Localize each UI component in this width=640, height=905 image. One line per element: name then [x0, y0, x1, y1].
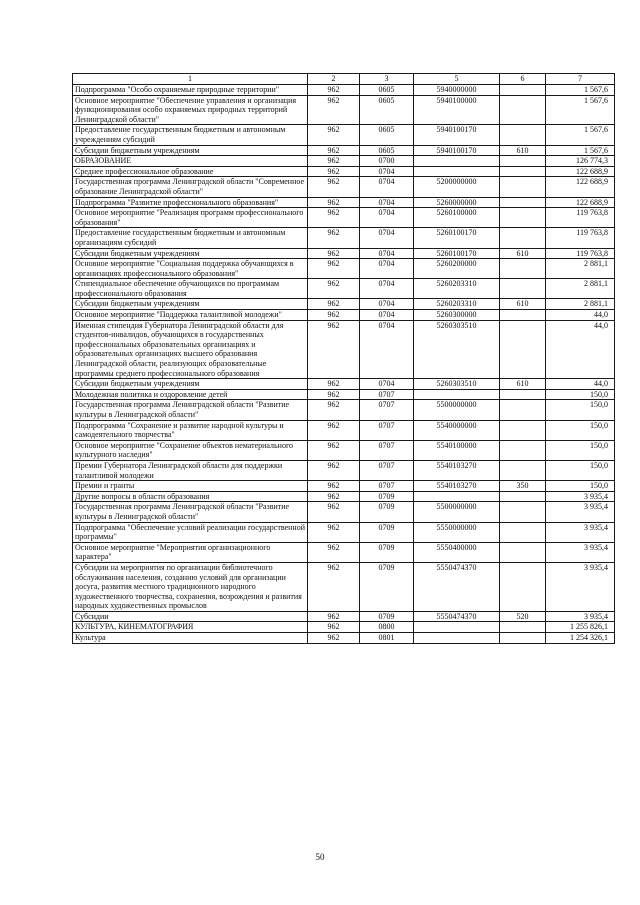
- row-section-code: 0700: [360, 156, 414, 167]
- row-name: Основное мероприятие "Мероприятия организационного характера": [73, 542, 308, 562]
- row-name: Субсидии на мероприятия по организации библиотечного обслуживания населения, созданию условий для организации досуга, развития местного традиционного народного художественного творчества, сохранения, возрождения и развития народных художественных промыслов: [73, 562, 308, 611]
- row-section-code: 0801: [360, 633, 414, 644]
- row-section-code: 0709: [360, 522, 414, 542]
- row-amount: 150,0: [546, 420, 615, 440]
- budget-table: [72, 73, 615, 644]
- row-target-code: 5940100000: [414, 95, 500, 125]
- row-expense-type: [500, 320, 546, 379]
- row-target-code: 5260100000: [414, 208, 500, 228]
- table-row: [73, 156, 615, 167]
- table-row: [73, 491, 615, 502]
- row-name: Основное мероприятие "Сохранение объектов нематериального культурного наследия": [73, 440, 308, 460]
- row-amount: 3 935,4: [546, 502, 615, 522]
- row-target-code: 5540000000: [414, 420, 500, 440]
- table-row: [73, 208, 615, 228]
- row-ved-code: 962: [308, 389, 360, 400]
- row-section-code: 0704: [360, 320, 414, 379]
- col-header: 7: [546, 74, 615, 85]
- table-row: [73, 310, 615, 321]
- row-target-code: [414, 166, 500, 177]
- row-section-code: 0709: [360, 542, 414, 562]
- row-section-code: 0605: [360, 85, 414, 96]
- row-target-code: 5940000000: [414, 85, 500, 96]
- row-target-code: 5940100170: [414, 125, 500, 145]
- row-expense-type: [500, 208, 546, 228]
- row-target-code: 5260300000: [414, 310, 500, 321]
- row-ved-code: 962: [308, 420, 360, 440]
- row-expense-type: [500, 125, 546, 145]
- row-target-code: 5260100170: [414, 248, 500, 259]
- col-header: 6: [500, 74, 546, 85]
- row-expense-type: [500, 440, 546, 460]
- table-row: [73, 542, 615, 562]
- row-amount: 122 688,9: [546, 177, 615, 197]
- row-name: Субсидии: [73, 611, 308, 622]
- row-name: Основное мероприятие "Обеспечение управления и организация функционирования особо охраняемых природных территорий Ленинградской области": [73, 95, 308, 125]
- row-ved-code: 962: [308, 522, 360, 542]
- table-row: [73, 440, 615, 460]
- row-amount: 150,0: [546, 389, 615, 400]
- row-expense-type: [500, 177, 546, 197]
- row-target-code: 5500000000: [414, 400, 500, 420]
- row-name: Среднее профессиональное образование: [73, 166, 308, 177]
- row-amount: 119 763,8: [546, 208, 615, 228]
- row-name: КУЛЬТУРА, КИНЕМАТОГРАФИЯ: [73, 622, 308, 633]
- table-row: [73, 633, 615, 644]
- row-ved-code: 962: [308, 542, 360, 562]
- row-target-code: 5260203310: [414, 299, 500, 310]
- row-ved-code: 962: [308, 177, 360, 197]
- row-amount: 2 881,1: [546, 279, 615, 299]
- row-name: Субсидии бюджетным учреждениям: [73, 379, 308, 390]
- table-row: [73, 228, 615, 248]
- row-expense-type: [500, 460, 546, 480]
- row-ved-code: 962: [308, 562, 360, 611]
- row-name: Субсидии бюджетным учреждениям: [73, 248, 308, 259]
- row-name: Основное мероприятие "Социальная поддержка обучающихся в организациях профессионального образования": [73, 259, 308, 279]
- col-header: 5: [414, 74, 500, 85]
- row-ved-code: 962: [308, 320, 360, 379]
- row-section-code: 0800: [360, 622, 414, 633]
- row-section-code: 0704: [360, 299, 414, 310]
- row-target-code: 5540103270: [414, 460, 500, 480]
- row-amount: 44,0: [546, 310, 615, 321]
- row-name: Культура: [73, 633, 308, 644]
- row-name: Другие вопросы в области образования: [73, 491, 308, 502]
- row-expense-type: 610: [500, 248, 546, 259]
- row-amount: 3 935,4: [546, 562, 615, 611]
- row-section-code: 0605: [360, 125, 414, 145]
- row-amount: 150,0: [546, 400, 615, 420]
- row-expense-type: [500, 259, 546, 279]
- row-target-code: 5550400000: [414, 542, 500, 562]
- row-ved-code: 962: [308, 460, 360, 480]
- row-expense-type: [500, 420, 546, 440]
- row-expense-type: [500, 502, 546, 522]
- row-name: Подпрограмма "Обеспечение условий реализации государственной программы": [73, 522, 308, 542]
- row-section-code: 0605: [360, 95, 414, 125]
- table-row: [73, 460, 615, 480]
- row-target-code: [414, 491, 500, 502]
- row-name: Стипендиальное обеспечение обучающихся по программам профессионального образования: [73, 279, 308, 299]
- row-amount: 150,0: [546, 481, 615, 492]
- row-amount: 1 567,6: [546, 95, 615, 125]
- row-amount: 1 567,6: [546, 145, 615, 156]
- row-amount: 44,0: [546, 320, 615, 379]
- row-amount: 2 881,1: [546, 259, 615, 279]
- row-name: Субсидии бюджетным учреждениям: [73, 299, 308, 310]
- row-target-code: 5500000000: [414, 502, 500, 522]
- row-amount: 119 763,8: [546, 248, 615, 259]
- table-row: [73, 95, 615, 125]
- row-amount: 3 935,4: [546, 611, 615, 622]
- row-ved-code: 962: [308, 502, 360, 522]
- row-target-code: [414, 622, 500, 633]
- table-row: [73, 248, 615, 259]
- row-name: ОБРАЗОВАНИЕ: [73, 156, 308, 167]
- row-section-code: 0704: [360, 208, 414, 228]
- row-ved-code: 962: [308, 85, 360, 96]
- row-target-code: 5550474370: [414, 562, 500, 611]
- row-expense-type: [500, 562, 546, 611]
- row-section-code: 0704: [360, 197, 414, 208]
- row-expense-type: [500, 491, 546, 502]
- row-section-code: 0704: [360, 228, 414, 248]
- row-expense-type: [500, 310, 546, 321]
- row-section-code: 0704: [360, 379, 414, 390]
- row-section-code: 0704: [360, 310, 414, 321]
- row-name: Государственная программа Ленинградской области "Развитие культуры в Ленинградской области": [73, 400, 308, 420]
- row-section-code: 0704: [360, 248, 414, 259]
- row-ved-code: 962: [308, 208, 360, 228]
- row-expense-type: [500, 279, 546, 299]
- row-expense-type: [500, 622, 546, 633]
- row-name: Подпрограмма "Особо охраняемые природные территории": [73, 85, 308, 96]
- row-amount: 150,0: [546, 440, 615, 460]
- row-section-code: 0709: [360, 611, 414, 622]
- row-name: Премии Губернатора Ленинградской области для поддержки талантливой молодежи: [73, 460, 308, 480]
- row-target-code: [414, 389, 500, 400]
- row-section-code: 0704: [360, 166, 414, 177]
- row-amount: 150,0: [546, 460, 615, 480]
- row-ved-code: 962: [308, 611, 360, 622]
- table-row: [73, 197, 615, 208]
- row-amount: 119 763,8: [546, 228, 615, 248]
- row-expense-type: [500, 633, 546, 644]
- row-expense-type: 610: [500, 379, 546, 390]
- row-section-code: 0707: [360, 400, 414, 420]
- row-amount: 126 774,3: [546, 156, 615, 167]
- row-target-code: 5550000000: [414, 522, 500, 542]
- row-ved-code: 962: [308, 379, 360, 390]
- row-ved-code: 962: [308, 622, 360, 633]
- row-amount: 44,0: [546, 379, 615, 390]
- row-ved-code: 962: [308, 633, 360, 644]
- col-header: 3: [360, 74, 414, 85]
- row-name: Именная стипендия Губернатора Ленинградской области для студентов-инвалидов, обучающихся в государственных профессиональных образовательных организациях и образовательных организациях высшего образования Ленинградской области, реализующих образовательные программы среднего профессионального образования: [73, 320, 308, 379]
- table-row: [73, 259, 615, 279]
- row-name: Государственная программа Ленинградской области "Развитие культуры в Ленинградской области": [73, 502, 308, 522]
- table-row: [73, 166, 615, 177]
- table-row: [73, 389, 615, 400]
- row-section-code: 0707: [360, 389, 414, 400]
- row-ved-code: 962: [308, 310, 360, 321]
- row-name: Государственная программа Ленинградской области "Современное образование Ленинградской области": [73, 177, 308, 197]
- row-target-code: 5260203310: [414, 279, 500, 299]
- row-target-code: 5200000000: [414, 177, 500, 197]
- row-ved-code: 962: [308, 228, 360, 248]
- table-row: [73, 622, 615, 633]
- row-expense-type: [500, 166, 546, 177]
- row-section-code: 0707: [360, 420, 414, 440]
- row-section-code: 0709: [360, 562, 414, 611]
- row-expense-type: [500, 228, 546, 248]
- row-ved-code: 962: [308, 125, 360, 145]
- row-target-code: 5540103270: [414, 481, 500, 492]
- row-ved-code: 962: [308, 481, 360, 492]
- row-amount: 1 567,6: [546, 85, 615, 96]
- table-header-row: [73, 74, 615, 85]
- row-amount: 3 935,4: [546, 542, 615, 562]
- row-name: Основное мероприятие "Поддержка талантливой молодежи": [73, 310, 308, 321]
- row-target-code: 5540100000: [414, 440, 500, 460]
- row-name: Предоставление государственным бюджетным и автономным организациям субсидий: [73, 228, 308, 248]
- table-row: [73, 400, 615, 420]
- row-section-code: 0709: [360, 491, 414, 502]
- row-target-code: 5550474370: [414, 611, 500, 622]
- row-amount: 122 688,9: [546, 166, 615, 177]
- table-row: [73, 125, 615, 145]
- row-expense-type: [500, 522, 546, 542]
- row-expense-type: 610: [500, 145, 546, 156]
- row-ved-code: 962: [308, 440, 360, 460]
- row-expense-type: [500, 389, 546, 400]
- table-row: [73, 320, 615, 379]
- row-amount: 3 935,4: [546, 522, 615, 542]
- row-amount: 1 254 326,1: [546, 633, 615, 644]
- row-target-code: 5260303510: [414, 379, 500, 390]
- table-row: [73, 85, 615, 96]
- row-target-code: 5260200000: [414, 259, 500, 279]
- row-ved-code: 962: [308, 259, 360, 279]
- row-amount: 2 881,1: [546, 299, 615, 310]
- table-row: [73, 420, 615, 440]
- table-row: [73, 522, 615, 542]
- row-name: Субсидии бюджетным учреждениям: [73, 145, 308, 156]
- row-section-code: 0709: [360, 502, 414, 522]
- row-ved-code: 962: [308, 400, 360, 420]
- row-expense-type: 350: [500, 481, 546, 492]
- table-row: [73, 299, 615, 310]
- row-section-code: 0707: [360, 440, 414, 460]
- row-ved-code: 962: [308, 95, 360, 125]
- table-row: [73, 279, 615, 299]
- table-row: [73, 481, 615, 492]
- row-expense-type: 610: [500, 299, 546, 310]
- row-ved-code: 962: [308, 248, 360, 259]
- page-number: 50: [315, 852, 325, 862]
- row-ved-code: 962: [308, 145, 360, 156]
- table-row: [73, 611, 615, 622]
- row-target-code: 5260303510: [414, 320, 500, 379]
- row-ved-code: 962: [308, 156, 360, 167]
- row-expense-type: [500, 197, 546, 208]
- row-expense-type: 520: [500, 611, 546, 622]
- row-name: Предоставление государственным бюджетным и автономным учреждениям субсидий: [73, 125, 308, 145]
- row-section-code: 0704: [360, 177, 414, 197]
- table-row: [73, 379, 615, 390]
- row-target-code: [414, 633, 500, 644]
- row-name: Основное мероприятие "Реализация программ профессионального образования": [73, 208, 308, 228]
- row-target-code: [414, 156, 500, 167]
- row-target-code: 5260100170: [414, 228, 500, 248]
- row-section-code: 0707: [360, 460, 414, 480]
- row-amount: 1 255 826,1: [546, 622, 615, 633]
- row-amount: 122 688,9: [546, 197, 615, 208]
- row-ved-code: 962: [308, 299, 360, 310]
- row-ved-code: 962: [308, 197, 360, 208]
- col-header: 1: [73, 74, 308, 85]
- row-target-code: 5260000000: [414, 197, 500, 208]
- row-section-code: 0704: [360, 259, 414, 279]
- col-header: 2: [308, 74, 360, 85]
- row-ved-code: 962: [308, 279, 360, 299]
- row-expense-type: [500, 542, 546, 562]
- row-name: Молодежная политика и оздоровление детей: [73, 389, 308, 400]
- table-row: [73, 562, 615, 611]
- table-row: [73, 502, 615, 522]
- row-section-code: 0605: [360, 145, 414, 156]
- row-ved-code: 962: [308, 491, 360, 502]
- row-target-code: 5940100170: [414, 145, 500, 156]
- row-name: Подпрограмма "Развитие профессионального образования": [73, 197, 308, 208]
- table-row: [73, 145, 615, 156]
- row-name: Премии и гранты: [73, 481, 308, 492]
- row-expense-type: [500, 85, 546, 96]
- row-expense-type: [500, 400, 546, 420]
- row-expense-type: [500, 95, 546, 125]
- table-body: [73, 85, 615, 644]
- table-row: [73, 177, 615, 197]
- row-section-code: 0707: [360, 481, 414, 492]
- row-section-code: 0704: [360, 279, 414, 299]
- row-expense-type: [500, 156, 546, 167]
- row-amount: 3 935,4: [546, 491, 615, 502]
- row-ved-code: 962: [308, 166, 360, 177]
- row-name: Подпрограмма "Сохранение и развитие народной культуры и самодеятельного творчества": [73, 420, 308, 440]
- row-amount: 1 567,6: [546, 125, 615, 145]
